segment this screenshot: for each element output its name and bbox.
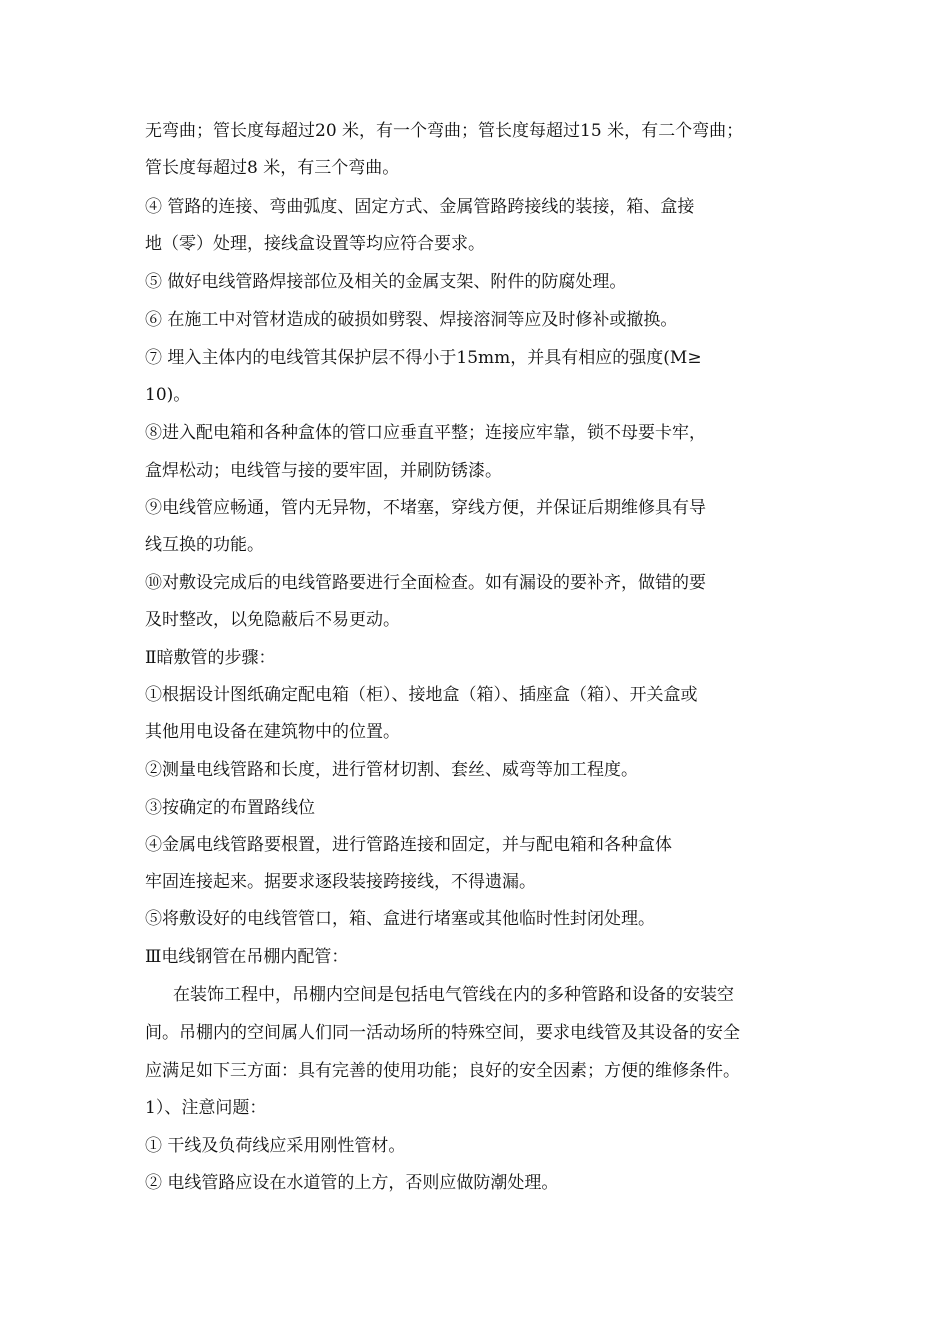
- text-line: ④金属电线管路要根置，进行管路连接和固定，并与配电箱和各种盒体: [145, 835, 672, 855]
- text-line: ④ 管路的连接、弯曲弧度、固定方式、金属管路跨接线的装接，箱、盒接: [145, 197, 695, 217]
- text-line: ⑧进入配电箱和各种盒体的管口应垂直平整；连接应牢靠，锁不母要卡牢，: [145, 423, 706, 443]
- section-heading: Ⅱ暗敷管的步骤：: [145, 648, 276, 668]
- text-line: 及时整改，以免隐蔽后不易更动。: [145, 610, 400, 630]
- text-line: ② 电线管路应设在水道管的上方，否则应做防潮处理。: [145, 1173, 559, 1193]
- text-line: ⑩对敷设完成后的电线管路要进行全面检查。如有漏设的要补齐，做错的要: [145, 573, 706, 593]
- text-line: ⑦ 埋入主体内的电线管其保护层不得小于15mm，并具有相应的强度(M≥: [145, 348, 702, 368]
- text-line: 牢固连接起来。据要求逐段装接跨接线，不得遗漏。: [145, 872, 536, 892]
- text-line: 10)。: [145, 385, 191, 405]
- text-line: 管长度每超过8 米，有三个弯曲。: [145, 158, 400, 178]
- text-line: 盒焊松动；电线管与接的要牢固，并刷防锈漆。: [145, 461, 502, 481]
- text-line: 地（零）处理，接线盒设置等均应符合要求。: [145, 234, 485, 254]
- paragraph-line: 在装饰工程中，吊棚内空间是包括电气管线在内的多种管路和设备的安装空: [173, 985, 734, 1005]
- text-line: ⑥ 在施工中对管材造成的破损如劈裂、焊接溶洞等应及时修补或撤换。: [145, 310, 678, 330]
- text-line: 线互换的功能。: [145, 535, 264, 555]
- text-line: 无弯曲；管长度每超过20 米，有一个弯曲；管长度每超过15 米，有二个弯曲；: [145, 121, 744, 141]
- text-line: ⑤ 做好电线管路焊接部位及相关的金属支架、附件的防腐处理。: [145, 272, 627, 292]
- text-line: ⑨电线管应畅通，管内无异物，不堵塞，穿线方便，并保证后期维修具有导: [145, 498, 706, 518]
- text-line: ③按确定的布置路线位: [145, 798, 315, 818]
- paragraph-line: 应满足如下三方面：具有完善的使用功能；良好的安全因素；方便的维修条件。: [145, 1061, 740, 1081]
- paragraph-line: 间。吊棚内的空间属人们同一活动场所的特殊空间，要求电线管及其设备的安全: [145, 1023, 740, 1043]
- text-line: ① 干线及负荷线应采用刚性管材。: [145, 1136, 406, 1156]
- text-line: 其他用电设备在建筑物中的位置。: [145, 722, 400, 742]
- text-line: ②测量电线管路和长度，进行管材切割、套丝、威弯等加工程度。: [145, 760, 638, 780]
- section-heading: Ⅲ电线钢管在吊棚内配管：: [145, 947, 349, 967]
- text-line: ①根据设计图纸确定配电箱（柜）、接地盒（箱）、插座盒（箱）、开关盒或: [145, 685, 698, 705]
- subsection-heading: 1）、注意问题：: [145, 1098, 267, 1118]
- text-line: ⑤将敷设好的电线管管口，箱、盒进行堵塞或其他临时性封闭处理。: [145, 909, 655, 929]
